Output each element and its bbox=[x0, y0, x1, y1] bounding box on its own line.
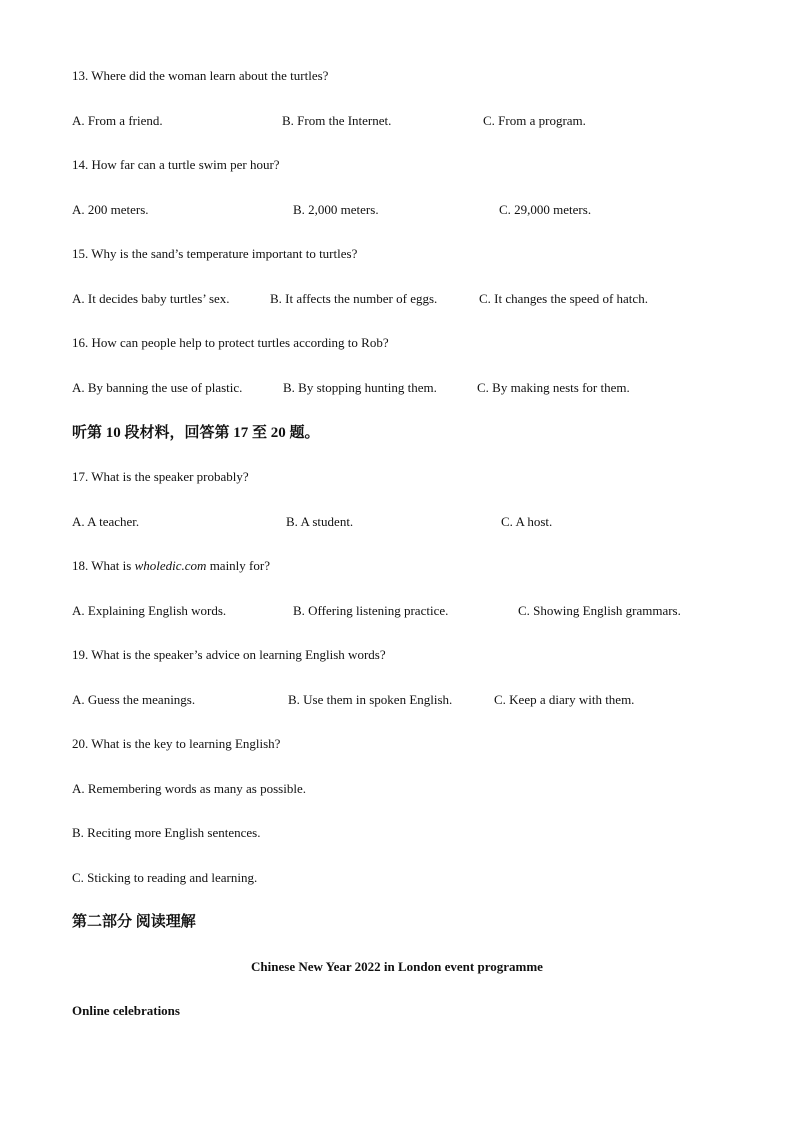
question-18-stem-prefix: 18. What is bbox=[72, 558, 135, 573]
question-14-stem: 14. How far can a turtle swim per hour? bbox=[72, 157, 280, 172]
question-13-stem: 13. Where did the woman learn about the turtles? bbox=[72, 68, 329, 83]
question-14-option-c: C. 29,000 meters. bbox=[499, 202, 592, 217]
question-19-option-c: C. Keep a diary with them. bbox=[494, 692, 635, 707]
question-15-option-a: A. It decides baby turtles’ sex. bbox=[72, 291, 230, 306]
passage-title: Chinese New Year 2022 in London event programme bbox=[251, 959, 543, 974]
question-18-website: wholedic.com bbox=[134, 558, 207, 573]
question-17-option-a: A. A teacher. bbox=[72, 514, 140, 529]
question-16-option-b: B. By stopping hunting them. bbox=[283, 380, 437, 395]
question-14-option-b: B. 2,000 meters. bbox=[293, 202, 379, 217]
question-15-stem: 15. Why is the sand’s temperature important to turtles? bbox=[72, 246, 358, 261]
question-18-option-b: B. Offering listening practice. bbox=[293, 603, 449, 618]
question-16-stem: 16. How can people help to protect turtles according to Rob? bbox=[72, 335, 389, 350]
question-16-option-c: C. By making nests for them. bbox=[477, 380, 630, 395]
section-subheading: Online celebrations bbox=[72, 1003, 180, 1018]
question-15-option-b: B. It affects the number of eggs. bbox=[270, 291, 438, 306]
question-17-stem: 17. What is the speaker probably? bbox=[72, 469, 249, 484]
question-14-option-a: A. 200 meters. bbox=[72, 202, 149, 217]
question-13-option-b: B. From the Internet. bbox=[282, 113, 392, 128]
question-19-option-b: B. Use them in spoken English. bbox=[288, 692, 453, 707]
part-two-heading: 第二部分 阅读理解 bbox=[72, 914, 196, 930]
question-19-option-a: A. Guess the meanings. bbox=[72, 692, 196, 707]
question-18-option-a: A. Explaining English words. bbox=[72, 603, 227, 618]
question-17-option-c: C. A host. bbox=[501, 514, 553, 529]
question-20-option-b: B. Reciting more English sentences. bbox=[72, 825, 261, 840]
question-18-option-c: C. Showing English grammars. bbox=[518, 603, 681, 618]
question-20-option-c: C. Sticking to reading and learning. bbox=[72, 870, 258, 885]
question-19-stem: 19. What is the speaker’s advice on learning English words? bbox=[72, 647, 386, 662]
question-20-stem: 20. What is the key to learning English? bbox=[72, 736, 281, 751]
question-18-stem bbox=[72, 558, 270, 574]
question-16-option-a: A. By banning the use of plastic. bbox=[72, 380, 243, 395]
question-13-option-c: C. From a program. bbox=[483, 113, 586, 128]
question-18-stem-suffix: mainly for? bbox=[206, 558, 270, 573]
question-20-option-a: A. Remembering words as many as possible. bbox=[72, 781, 306, 796]
section-instruction: 听第 10 段材料，回答第 17 至 20 题。 bbox=[72, 425, 320, 441]
question-17-option-b: B. A student. bbox=[286, 514, 354, 529]
question-13-option-a: A. From a friend. bbox=[72, 113, 163, 128]
question-15-option-c: C. It changes the speed of hatch. bbox=[479, 291, 648, 306]
